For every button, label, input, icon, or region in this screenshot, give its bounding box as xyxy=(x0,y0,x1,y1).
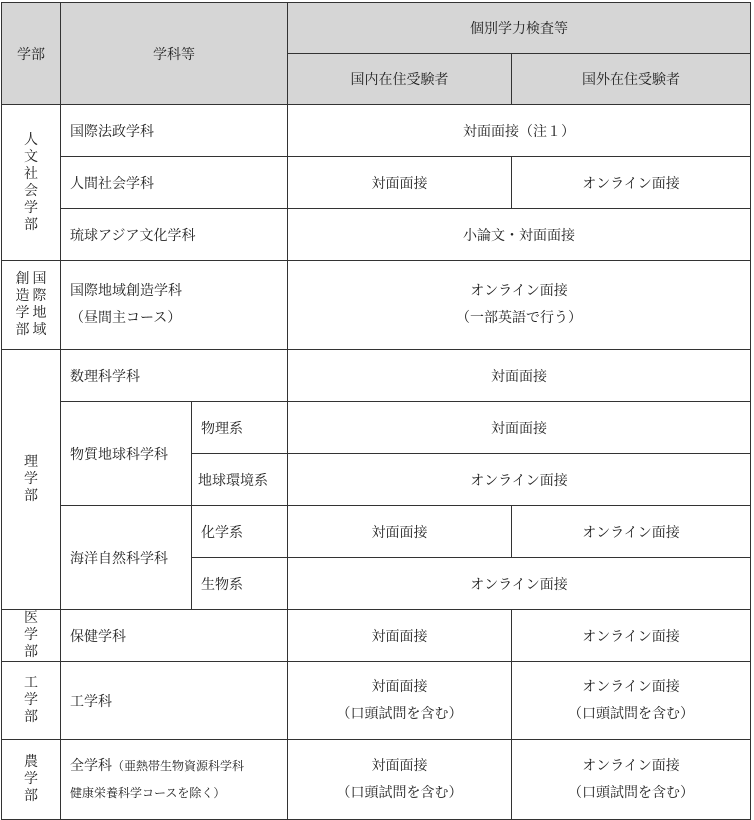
exam-biology: オンライン面接 xyxy=(288,558,751,610)
dept-physics-earth: 物質地球科学科 xyxy=(61,402,192,506)
dept-health: 保健学科 xyxy=(61,610,288,662)
dept-agriculture: 全学科（亜熱帯生物資源科学科 健康栄養科学コースを除く） xyxy=(61,740,288,820)
header-exam: 個別学力検査等 xyxy=(288,3,751,54)
sub-biology: 生物系 xyxy=(192,558,288,610)
exam-engineering-overseas: オンライン面接 （口頭試問を含む） xyxy=(512,662,751,740)
exam-intl-law: 対面面接（注１） xyxy=(288,105,751,157)
sub-physics: 物理系 xyxy=(192,402,288,454)
header-overseas: 国外在住受験者 xyxy=(512,54,751,105)
exam-health-domestic: 対面面接 xyxy=(288,610,512,662)
exam-intl-regional: オンライン面接 （一部英語で行う） xyxy=(288,261,751,350)
dept-marine: 海洋自然科学科 xyxy=(61,506,192,610)
faculty-agriculture: 農 学 部 xyxy=(2,740,61,820)
exam-human-society-domestic: 対面面接 xyxy=(288,157,512,209)
exam-agriculture-domestic: 対面面接 （口頭試問を含む） xyxy=(288,740,512,820)
faculty-medicine: 医 学 部 xyxy=(2,610,61,662)
dept-ryukyu: 琉球アジア文化学科 xyxy=(61,209,288,261)
admission-table xyxy=(1,2,751,820)
exam-chemistry-domestic: 対面面接 xyxy=(288,506,512,558)
faculty-science: 理 学 部 xyxy=(2,350,61,610)
exam-health-overseas: オンライン面接 xyxy=(512,610,751,662)
header-faculty: 学部 xyxy=(2,3,61,105)
faculty-humanities: 人 文 社 会 学 部 xyxy=(2,105,61,261)
faculty-engineering: 工 学 部 xyxy=(2,662,61,740)
exam-agriculture-overseas: オンライン面接 （口頭試問を含む） xyxy=(512,740,751,820)
exam-engineering-domestic: 対面面接 （口頭試問を含む） xyxy=(288,662,512,740)
exam-human-society-overseas: オンライン面接 xyxy=(512,157,751,209)
exam-ryukyu: 小論文・対面面接 xyxy=(288,209,751,261)
exam-chemistry-overseas: オンライン面接 xyxy=(512,506,751,558)
sub-earth-env: 地球環境系 xyxy=(192,454,288,506)
dept-intl-law: 国際法政学科 xyxy=(61,105,288,157)
dept-intl-regional: 国際地域創造学科 （昼間主コース） xyxy=(61,261,288,350)
exam-physics: 対面面接 xyxy=(288,402,751,454)
header-domestic: 国内在住受験者 xyxy=(288,54,512,105)
dept-engineering: 工学科 xyxy=(61,662,288,740)
exam-earth-env: オンライン面接 xyxy=(288,454,751,506)
dept-math: 数理科学科 xyxy=(61,350,288,402)
dept-human-society: 人間社会学科 xyxy=(61,157,288,209)
header-department: 学科等 xyxy=(61,3,288,105)
sub-chemistry: 化学系 xyxy=(192,506,288,558)
faculty-global-regional: 創 造 学 部 国 際 地 域 xyxy=(2,261,61,350)
exam-math: 対面面接 xyxy=(288,350,751,402)
